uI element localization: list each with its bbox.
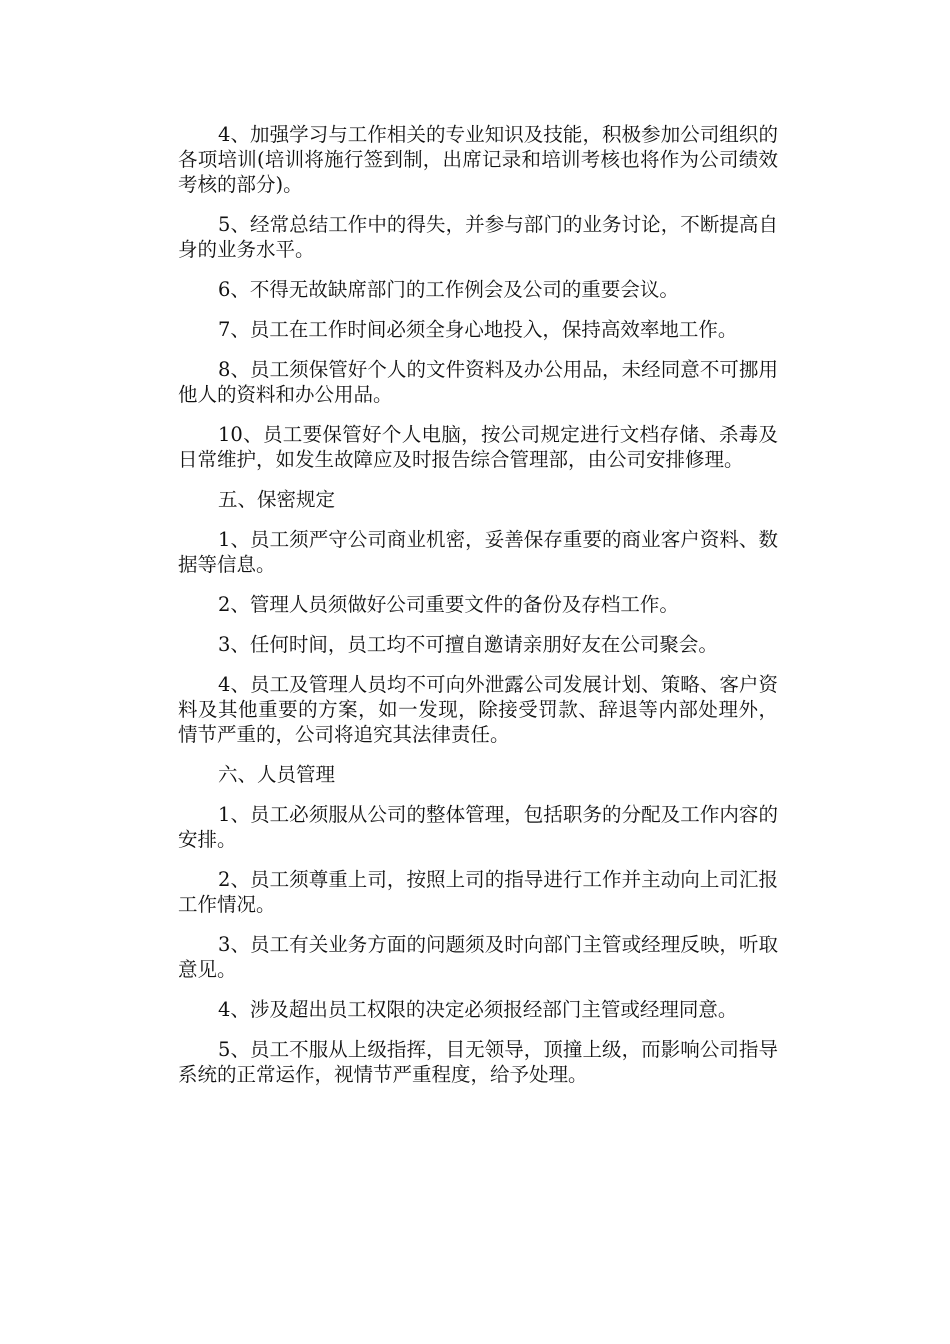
paragraph-authority-approval: 4、涉及超出员工权限的决定必须报经部门主管或经理同意。	[218, 998, 738, 1021]
paragraph-no-leaks: 4、员工及管理人员均不可向外泄露公司发展计划、策略、客户资料及其他重要的方案，如一发现，除接受罚款、辞退等内部处理外，情节严重的，公司将追究其法律责任。	[178, 673, 778, 746]
paragraph-computer-care: 10、员工要保管好个人电脑，按公司规定进行文档存储、杀毒及日常维护，如发生故障应及时报告综合管理部，由公司安排修理。	[178, 423, 778, 471]
paragraph-obey-management: 1、员工必须服从公司的整体管理，包括职务的分配及工作内容的安排。	[178, 803, 778, 851]
paragraph-no-absence: 6、不得无故缺席部门的工作例会及公司的重要会议。	[218, 278, 679, 301]
paragraph-backup-files: 2、管理人员须做好公司重要文件的备份及存档工作。	[218, 593, 679, 616]
paragraph-report-issues: 3、员工有关业务方面的问题须及时向部门主管或经理反映，听取意见。	[178, 933, 778, 981]
section-heading-confidentiality: 五、保密规定	[218, 488, 336, 511]
paragraph-study-training: 4、加强学习与工作相关的专业知识及技能，积极参加公司组织的各项培训(培训将施行签到制，出席记录和培训考核也将作为公司绩效考核的部分)。	[178, 123, 778, 196]
paragraph-insubordination: 5、员工不服从上级指挥，目无领导，顶撞上级，而影响公司指导系统的正常运作，视情节严重程度，给予处理。	[178, 1038, 778, 1086]
document-page	[178, 122, 778, 1102]
paragraph-summarize-work: 5、经常总结工作中的得失，并参与部门的业务讨论，不断提高自身的业务水平。	[178, 213, 778, 261]
paragraph-trade-secrets: 1、员工须严守公司商业机密，妥善保存重要的商业客户资料、数据等信息。	[178, 528, 778, 576]
paragraph-no-gatherings: 3、任何时间，员工均不可擅自邀请亲朋好友在公司聚会。	[218, 633, 718, 656]
section-heading-personnel: 六、人员管理	[218, 763, 336, 786]
paragraph-respect-superiors: 2、员工须尊重上司，按照上司的指导进行工作并主动向上司汇报工作情况。	[178, 868, 778, 916]
paragraph-dedication: 7、员工在工作时间必须全身心地投入，保持高效率地工作。	[218, 318, 738, 341]
paragraph-office-supplies: 8、员工须保管好个人的文件资料及办公用品，未经同意不可挪用他人的资料和办公用品。	[178, 358, 778, 406]
